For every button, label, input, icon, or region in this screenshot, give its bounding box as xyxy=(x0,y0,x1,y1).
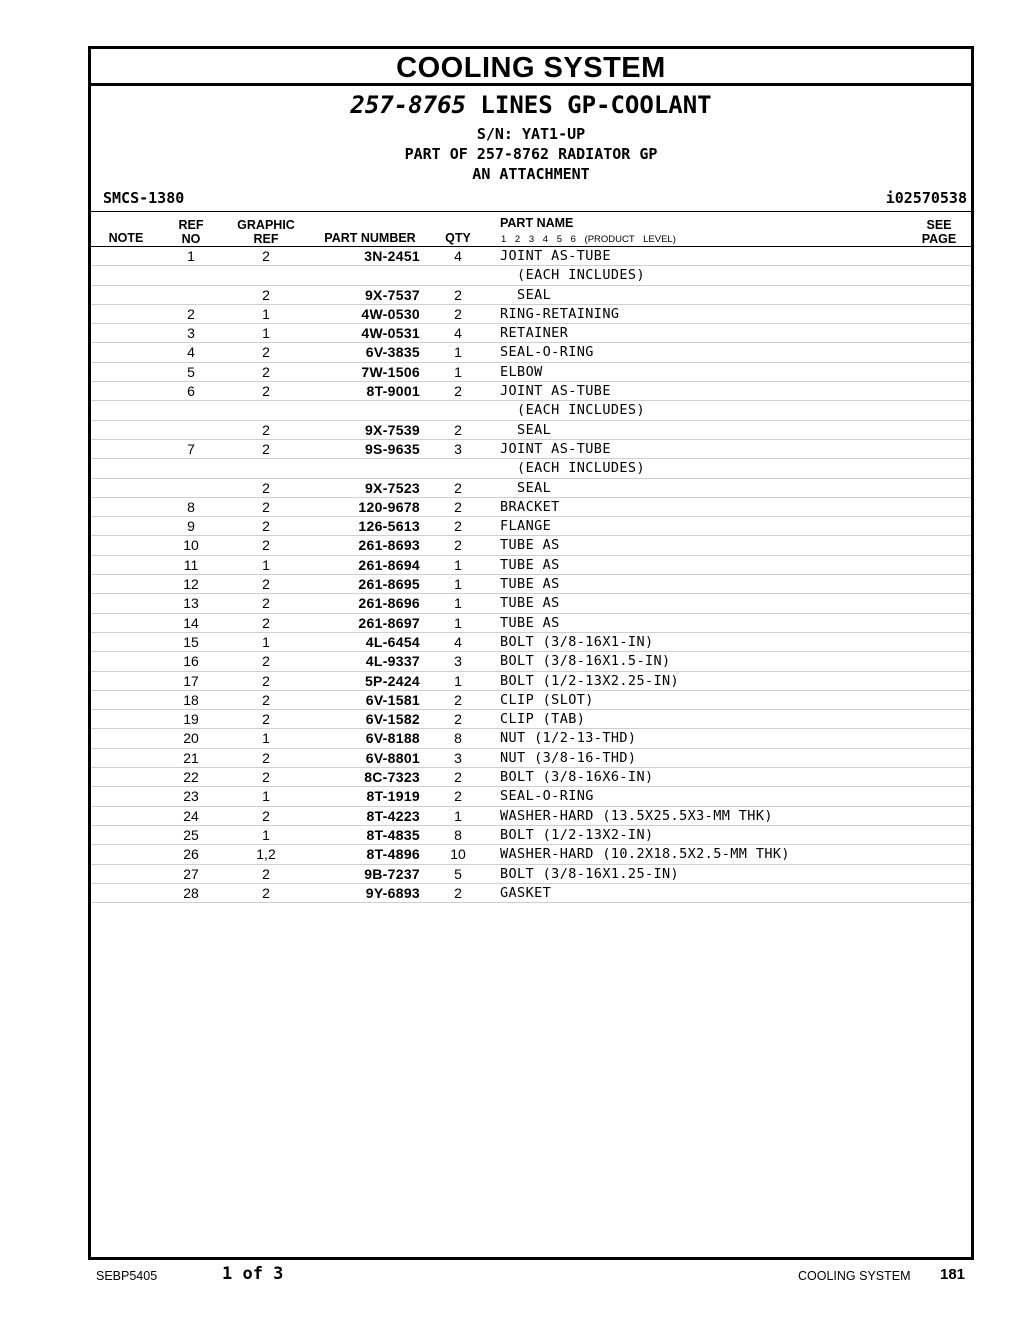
quantity: 1 xyxy=(454,363,462,380)
graphic-ref: 1 xyxy=(262,788,270,805)
graphic-ref: 2 xyxy=(262,518,270,535)
table-row xyxy=(91,729,971,748)
part-name: BOLT (3/8-16X1-IN) xyxy=(500,633,654,650)
table-row xyxy=(91,382,971,401)
part-number: 261-8697 xyxy=(358,614,420,631)
ref-no: 26 xyxy=(183,846,199,863)
table-row xyxy=(91,672,971,691)
graphic-ref: 2 xyxy=(262,595,270,612)
quantity: 2 xyxy=(454,537,462,554)
group-title xyxy=(91,86,971,124)
col-part-name: PART NAME xyxy=(500,216,574,230)
group-name: LINES GP-COOLANT xyxy=(480,91,712,119)
table-row xyxy=(91,498,971,517)
part-name: TUBE AS xyxy=(500,595,560,612)
table-row xyxy=(91,536,971,555)
graphic-ref: 2 xyxy=(262,884,270,901)
ref-no: 15 xyxy=(183,633,199,650)
part-name: (EACH INCLUDES) xyxy=(500,402,645,419)
part-name: CLIP (TAB) xyxy=(500,711,586,728)
part-number: 126-5613 xyxy=(358,518,420,535)
graphic-ref: 2 xyxy=(262,421,270,438)
ref-no: 21 xyxy=(183,749,199,766)
quantity: 2 xyxy=(454,884,462,901)
graphic-ref: 1 xyxy=(262,730,270,747)
table-row xyxy=(91,343,971,362)
serial-range: S/N: YAT1-UP xyxy=(476,125,586,143)
graphic-ref: 2 xyxy=(262,576,270,593)
part-number: 6V-8188 xyxy=(365,730,420,747)
graphic-ref: 2 xyxy=(262,344,270,361)
table-row xyxy=(91,440,971,459)
part-number: 8C-7323 xyxy=(364,769,420,786)
part-name: CLIP (SLOT) xyxy=(500,691,594,708)
part-name: SEAL xyxy=(500,421,552,438)
table-row xyxy=(91,286,971,305)
part-of: PART OF 257-8762 RADIATOR GP xyxy=(404,145,658,163)
part-name: SEAL xyxy=(500,479,552,496)
part-name: WASHER-HARD (10.2X18.5X2.5-MM THK) xyxy=(500,846,790,863)
graphic-ref: 2 xyxy=(262,440,270,457)
table-row xyxy=(91,633,971,652)
product-levels: 1 2 3 4 5 6 (PRODUCT LEVEL) xyxy=(501,234,676,245)
quantity: 3 xyxy=(454,749,462,766)
graphic-ref: 1 xyxy=(262,633,270,650)
part-number: 9X-7539 xyxy=(364,421,420,438)
part-number: 9X-7523 xyxy=(364,479,420,496)
parts-table xyxy=(91,247,971,903)
part-name: TUBE AS xyxy=(500,537,560,554)
table-row xyxy=(91,479,971,498)
part-name: (EACH INCLUDES) xyxy=(500,267,645,284)
table-row xyxy=(91,807,971,826)
graphic-ref: 1 xyxy=(262,556,270,573)
quantity: 2 xyxy=(454,305,462,322)
graphic-ref: 2 xyxy=(262,614,270,631)
quantity: 2 xyxy=(454,769,462,786)
part-number: 7W-1506 xyxy=(361,363,420,380)
table-row xyxy=(91,459,971,478)
part-name: BOLT (3/8-16X6-IN) xyxy=(500,769,654,786)
quantity: 4 xyxy=(454,248,462,264)
ref-no: 2 xyxy=(187,305,195,322)
ref-no: 13 xyxy=(183,595,199,612)
graphic-ref: 2 xyxy=(262,363,270,380)
part-number: 4L-6454 xyxy=(365,633,420,650)
part-name: JOINT AS-TUBE xyxy=(500,383,611,400)
part-number: 8T-4223 xyxy=(366,807,420,824)
ref-no: 14 xyxy=(183,614,199,631)
part-number: 6V-8801 xyxy=(365,749,420,766)
graphic-ref: 2 xyxy=(262,479,270,496)
part-number: 4W-0530 xyxy=(361,305,420,322)
table-row xyxy=(91,575,971,594)
quantity: 1 xyxy=(454,595,462,612)
part-number: 261-8696 xyxy=(358,595,420,612)
part-name: RETAINER xyxy=(500,325,569,342)
ref-no: 27 xyxy=(183,865,199,882)
ref-no: 16 xyxy=(183,653,199,670)
group-header xyxy=(91,86,971,184)
page-of: 1 of 3 xyxy=(222,1264,284,1284)
attachment-label: AN ATTACHMENT xyxy=(472,165,590,183)
graphic-ref: 1,2 xyxy=(256,846,276,863)
part-number: 8T-1919 xyxy=(366,788,420,805)
document-number: SEBP5405 xyxy=(96,1269,158,1283)
ref-no: 24 xyxy=(183,807,199,824)
part-name: TUBE AS xyxy=(500,556,560,573)
part-number: 5P-2424 xyxy=(364,672,420,689)
part-number: 261-8693 xyxy=(358,537,420,554)
part-number: 9S-9635 xyxy=(364,440,420,457)
quantity: 2 xyxy=(454,691,462,708)
table-row xyxy=(91,401,971,420)
part-number: 8T-4835 xyxy=(366,826,420,843)
col-note: NOTE xyxy=(108,231,144,245)
graphic-ref: 2 xyxy=(262,749,270,766)
part-name: BRACKET xyxy=(500,498,560,515)
part-number: 4W-0531 xyxy=(361,325,420,342)
quantity: 5 xyxy=(454,865,462,882)
table-row xyxy=(91,517,971,536)
quantity: 4 xyxy=(454,633,462,650)
table-row xyxy=(91,652,971,671)
part-number: 4L-9337 xyxy=(365,653,420,670)
graphic-ref: 2 xyxy=(262,691,270,708)
ref-no: 18 xyxy=(183,691,199,708)
quantity: 8 xyxy=(454,826,462,843)
part-number: 6V-1581 xyxy=(365,691,420,708)
quantity: 4 xyxy=(454,325,462,342)
col-see-page: SEE PAGE xyxy=(921,218,957,246)
section-title: COOLING SYSTEM xyxy=(91,49,971,86)
graphic-ref: 2 xyxy=(262,537,270,554)
ref-no: 12 xyxy=(183,576,199,593)
part-name: BOLT (1/2-13X2.25-IN) xyxy=(500,672,680,689)
quantity: 1 xyxy=(454,576,462,593)
part-number: 120-9678 xyxy=(358,498,420,515)
ref-no: 11 xyxy=(183,556,199,573)
quantity: 2 xyxy=(454,518,462,535)
part-name: GASKET xyxy=(500,884,552,901)
quantity: 1 xyxy=(454,672,462,689)
table-row xyxy=(91,787,971,806)
part-number: 9B-7237 xyxy=(364,865,420,882)
part-name: RING-RETAINING xyxy=(500,305,620,322)
graphic-ref: 2 xyxy=(262,653,270,670)
part-name: JOINT AS-TUBE xyxy=(500,440,611,457)
ref-no: 8 xyxy=(187,498,195,515)
illustration-id: i02570538 xyxy=(885,189,967,207)
part-number: 261-8694 xyxy=(358,556,420,573)
quantity: 3 xyxy=(454,653,462,670)
part-name: SEAL xyxy=(500,286,552,303)
table-row xyxy=(91,363,971,382)
part-number: 8T-9001 xyxy=(366,383,420,400)
quantity: 10 xyxy=(450,846,466,863)
smcs-code: SMCS-1380 xyxy=(103,189,185,207)
quantity: 2 xyxy=(454,421,462,438)
part-name: BOLT (3/8-16X1.25-IN) xyxy=(500,865,680,882)
part-name: TUBE AS xyxy=(500,576,560,593)
graphic-ref: 2 xyxy=(262,711,270,728)
part-number: 8T-4896 xyxy=(366,846,420,863)
table-row xyxy=(91,845,971,864)
graphic-ref: 2 xyxy=(262,769,270,786)
part-name: ELBOW xyxy=(500,363,543,380)
table-row xyxy=(91,305,971,324)
quantity: 2 xyxy=(454,479,462,496)
part-name: FLANGE xyxy=(500,518,552,535)
table-row xyxy=(91,556,971,575)
graphic-ref: 2 xyxy=(262,248,270,264)
ref-no: 23 xyxy=(183,788,199,805)
ref-no: 22 xyxy=(183,769,199,786)
ref-no: 9 xyxy=(187,518,195,535)
table-row xyxy=(91,865,971,884)
graphic-ref: 2 xyxy=(262,383,270,400)
header-divider xyxy=(91,211,971,212)
table-row xyxy=(91,749,971,768)
graphic-ref: 2 xyxy=(262,286,270,303)
part-name: TUBE AS xyxy=(500,614,560,631)
ref-no: 10 xyxy=(183,537,199,554)
table-row xyxy=(91,884,971,903)
ref-no: 25 xyxy=(183,826,199,843)
part-name: WASHER-HARD (13.5X25.5X3-MM THK) xyxy=(500,807,773,824)
table-row xyxy=(91,324,971,343)
graphic-ref: 1 xyxy=(262,305,270,322)
table-row xyxy=(91,710,971,729)
col-part-number: PART NUMBER xyxy=(324,231,416,245)
quantity: 1 xyxy=(454,344,462,361)
col-qty: QTY xyxy=(445,231,471,245)
parts-page-frame xyxy=(88,46,974,1260)
ref-no: 28 xyxy=(183,884,199,901)
table-row xyxy=(91,594,971,613)
quantity: 1 xyxy=(454,614,462,631)
graphic-ref: 1 xyxy=(262,325,270,342)
part-name: BOLT (3/8-16X1.5-IN) xyxy=(500,653,671,670)
part-number: 9Y-6893 xyxy=(365,884,420,901)
part-name: JOINT AS-TUBE xyxy=(500,248,611,264)
part-name: SEAL-O-RING xyxy=(500,788,594,805)
table-row xyxy=(91,247,971,266)
footer-section: COOLING SYSTEM xyxy=(798,1269,911,1283)
quantity: 2 xyxy=(454,286,462,303)
quantity: 1 xyxy=(454,807,462,824)
page-number: 181 xyxy=(940,1266,966,1283)
graphic-ref: 1 xyxy=(262,826,270,843)
ref-no: 6 xyxy=(187,383,195,400)
part-name: NUT (3/8-16-THD) xyxy=(500,749,637,766)
quantity: 2 xyxy=(454,788,462,805)
quantity: 3 xyxy=(454,440,462,457)
ref-no: 7 xyxy=(187,440,195,457)
part-name: SEAL-O-RING xyxy=(500,344,594,361)
table-row xyxy=(91,421,971,440)
ref-no: 4 xyxy=(187,344,195,361)
table-row xyxy=(91,826,971,845)
col-ref: REF NO xyxy=(178,218,204,246)
ref-no: 1 xyxy=(187,248,195,264)
ref-no: 3 xyxy=(187,325,195,342)
table-row xyxy=(91,691,971,710)
part-name: BOLT (1/2-13X2-IN) xyxy=(500,826,654,843)
quantity: 2 xyxy=(454,711,462,728)
part-name: (EACH INCLUDES) xyxy=(500,460,645,477)
ref-no: 19 xyxy=(183,711,199,728)
part-number: 6V-1582 xyxy=(365,711,420,728)
ref-no: 5 xyxy=(187,363,195,380)
table-row xyxy=(91,768,971,787)
group-part-number: 257-8765 xyxy=(350,91,466,119)
part-number: 3N-2451 xyxy=(364,248,420,264)
ref-no: 17 xyxy=(183,672,199,689)
quantity: 8 xyxy=(454,730,462,747)
quantity: 2 xyxy=(454,383,462,400)
graphic-ref: 2 xyxy=(262,807,270,824)
table-row xyxy=(91,614,971,633)
quantity: 1 xyxy=(454,556,462,573)
ref-no: 20 xyxy=(183,730,199,747)
table-row xyxy=(91,266,971,285)
part-number: 261-8695 xyxy=(358,576,420,593)
col-graphic-ref: GRAPHIC REF xyxy=(237,218,295,246)
part-number: 6V-3835 xyxy=(365,344,420,361)
graphic-ref: 2 xyxy=(262,498,270,515)
part-number: 9X-7537 xyxy=(364,286,420,303)
part-name: NUT (1/2-13-THD) xyxy=(500,730,637,747)
graphic-ref: 2 xyxy=(262,865,270,882)
graphic-ref: 2 xyxy=(262,672,270,689)
quantity: 2 xyxy=(454,498,462,515)
